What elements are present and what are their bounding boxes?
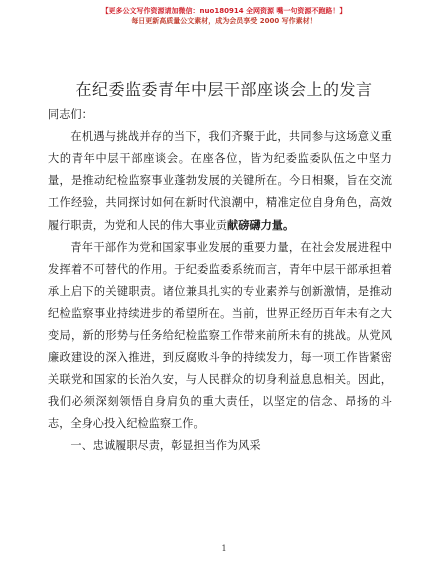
paragraph-1 bbox=[48, 126, 392, 237]
paragraph-1-text: 在机遇与挑战并存的当下，我们齐聚于此，共同参与这场意义重大的青年中层干部座谈会。在座各位，皆为纪委监委队伍之中坚力量，是推动纪检监察事业蓬勃发展的关键所在。今日相聚，旨在交流工作经验，共同探讨如何在新时代浪潮中，精准定位自身角色，高效履行职责，为党和人民的伟大事业贡 bbox=[48, 130, 392, 232]
section-1-heading: 一、忠诚履职尽责，彰显担当作为风采 bbox=[70, 439, 261, 452]
paragraph-1-bold-end: 献磅礴力量。 bbox=[227, 218, 295, 232]
salutation: 同志们： bbox=[48, 108, 93, 121]
page-number: 1 bbox=[221, 544, 227, 553]
document-body bbox=[48, 104, 392, 457]
promo-banner bbox=[0, 6, 448, 26]
promo-banner-line1: 【更多公文写作资源请加微信：nuo180914 全网资源 嘴一句资源不跑路！】 bbox=[101, 7, 347, 15]
document-title: 在纪委监委青年中层干部座谈会上的发言 bbox=[75, 80, 373, 99]
promo-banner-line2: 每日更新高质量公文素材，成为会员享受 2000 写作素材！ bbox=[131, 17, 317, 25]
paragraph-2: 青年干部作为党和国家事业发展的重要力量，在社会发展进程中发挥着不可替代的作用。于纪委监委系统而言，青年中层干部承担着承上启下的关键职责。诸位兼具扎实的专业素养与创新激情，是推动纪检监察事业持续进步的希望所在。当前，世界正经历百年未有之大变局，新的形势与任务给纪检监察工作带来前所未有的挑战。从党风廉政建设的深入推进，到反腐败斗争的持续发力，每一项工作皆紧密关联党和国家的长治久安，与人民群众的切身利益息息相关。因此，我们必须深刻领悟自身肩负的重大责任，以坚定的信念、昂扬的斗志，全身心投入纪检监察工作。 bbox=[48, 241, 392, 430]
